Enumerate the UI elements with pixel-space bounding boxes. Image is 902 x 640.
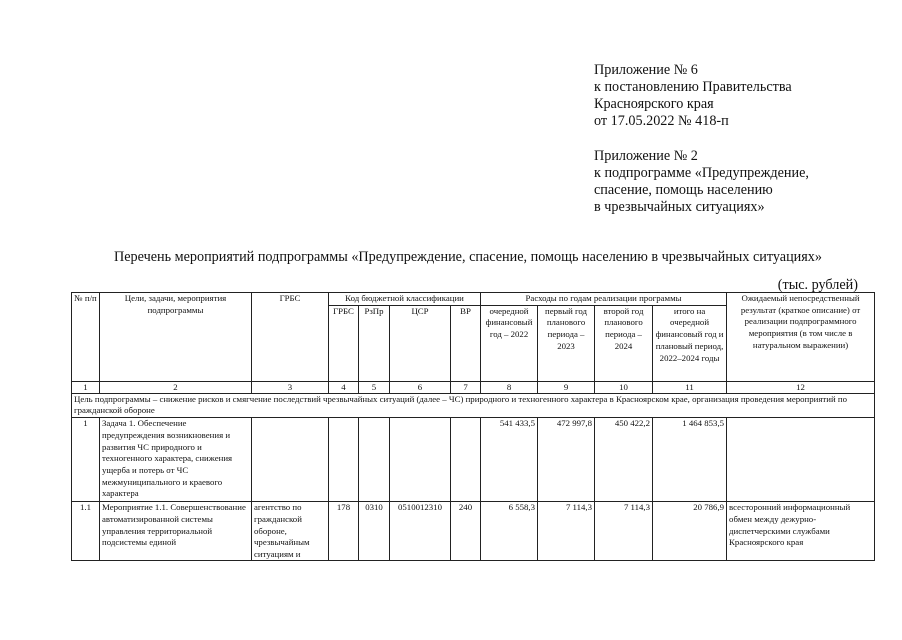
empty-cell <box>390 418 451 502</box>
measure-grbs-name: агентство по гражданской обороне, чрезвычайным ситуациям и <box>254 502 310 559</box>
column-number: 8 <box>481 381 538 393</box>
header-budget-code: Код бюджетной классификации <box>329 293 481 306</box>
subheader-rzpr: РзПр <box>359 305 390 381</box>
goal-row <box>72 393 875 417</box>
measures-table <box>71 292 875 561</box>
appendix-line: спасение, помощь населению <box>594 182 773 198</box>
column-number: 11 <box>653 381 727 393</box>
column-number: 7 <box>451 381 481 393</box>
empty-cell <box>451 418 481 502</box>
task-name: Задача 1. Обеспечение предупреждения возникновения и развития ЧС природного и техногенного характера, снижения ущерба и потерь от ЧС межмуниципального и краевого характера <box>100 418 252 502</box>
column-number: 10 <box>595 381 653 393</box>
measure-expense-2024: 7 114,3 <box>595 502 653 561</box>
document-title: Перечень мероприятий подпрограммы «Предупреждение, спасение, помощь населению в чрезвычайных ситуациях» <box>114 249 822 265</box>
header-row <box>72 293 875 306</box>
measure-expense-2023: 7 114,3 <box>538 502 595 561</box>
measure-grbs-name-cell <box>252 502 329 561</box>
empty-cell <box>727 418 875 502</box>
task-expense-2022: 541 433,5 <box>481 418 538 502</box>
column-number: 4 <box>329 381 359 393</box>
task-expense-2023: 472 997,8 <box>538 418 595 502</box>
empty-cell <box>252 418 329 502</box>
header-result: Ожидаемый непосредственный результат (краткое описание) от реализации подпрограммного мероприятия (в том числе в натуральном выражении) <box>727 293 875 382</box>
measure-row <box>72 502 875 561</box>
appendix-line: к постановлению Правительства <box>594 79 792 95</box>
subheader-vr: ВР <box>451 305 481 381</box>
header-goals: Цели, задачи, мероприятия подпрограммы <box>100 293 252 382</box>
subheader-year-2023: первый год планового периода – 2023 <box>538 305 595 381</box>
empty-cell <box>359 418 390 502</box>
column-number: 3 <box>252 381 329 393</box>
measure-expense-total: 20 786,9 <box>653 502 727 561</box>
task-expense-2024: 450 422,2 <box>595 418 653 502</box>
appendix-line: от 17.05.2022 № 418-п <box>594 113 729 129</box>
column-number: 1 <box>72 381 100 393</box>
column-number: 12 <box>727 381 875 393</box>
units-label: (тыс. рублей) <box>777 277 858 293</box>
appendix-line: к подпрограмме «Предупреждение, <box>594 165 809 181</box>
task-num: 1 <box>72 418 100 502</box>
subheader-year-2022: очередной финансовый год – 2022 <box>481 305 538 381</box>
header-num: № п/п <box>72 293 100 382</box>
subheader-year-2024: второй год планового периода – 2024 <box>595 305 653 381</box>
header-expenses: Расходы по годам реализации программы <box>481 293 727 306</box>
measure-rzpr: 0310 <box>359 502 390 561</box>
column-number-row <box>72 381 875 393</box>
measure-result: всесторонний информационный обмен между дежурно-диспетчерскими службами Красноярского края <box>727 502 875 561</box>
measure-grbs-code: 178 <box>329 502 359 561</box>
header-grbs: ГРБС <box>252 293 329 382</box>
measure-vr: 240 <box>451 502 481 561</box>
empty-cell <box>329 418 359 502</box>
appendix-6-block <box>594 62 792 130</box>
task-expense-total: 1 464 853,5 <box>653 418 727 502</box>
measure-csr: 0510012310 <box>390 502 451 561</box>
appendix-line: Приложение № 2 <box>594 148 698 164</box>
appendix-2-block <box>594 148 809 216</box>
subheader-grbs: ГРБС <box>329 305 359 381</box>
measure-num: 1.1 <box>72 502 100 561</box>
appendix-line: Приложение № 6 <box>594 62 698 78</box>
goal-text: Цель подпрограммы – снижение рисков и смягчение последствий чрезвычайных ситуаций (далее – ЧС) природного и техногенного характера в Красноярском крае, организация проведения мероприятий по гражданской обороне <box>72 393 875 417</box>
column-number: 2 <box>100 381 252 393</box>
appendix-line: Красноярского края <box>594 96 714 112</box>
measure-expense-2022: 6 558,3 <box>481 502 538 561</box>
column-number: 5 <box>359 381 390 393</box>
subheader-csr: ЦСР <box>390 305 451 381</box>
appendix-line: в чрезвычайных ситуациях» <box>594 199 765 215</box>
column-number: 6 <box>390 381 451 393</box>
measure-name-cell <box>100 502 252 561</box>
task-row <box>72 418 875 502</box>
measure-name: Мероприятие 1.1. Совершенствование автоматизированной системы управления территориальной подсистемы единой <box>102 502 246 548</box>
column-number: 9 <box>538 381 595 393</box>
subheader-total: итого на очередной финансовый год и плановый период, 2022–2024 годы <box>653 305 727 381</box>
